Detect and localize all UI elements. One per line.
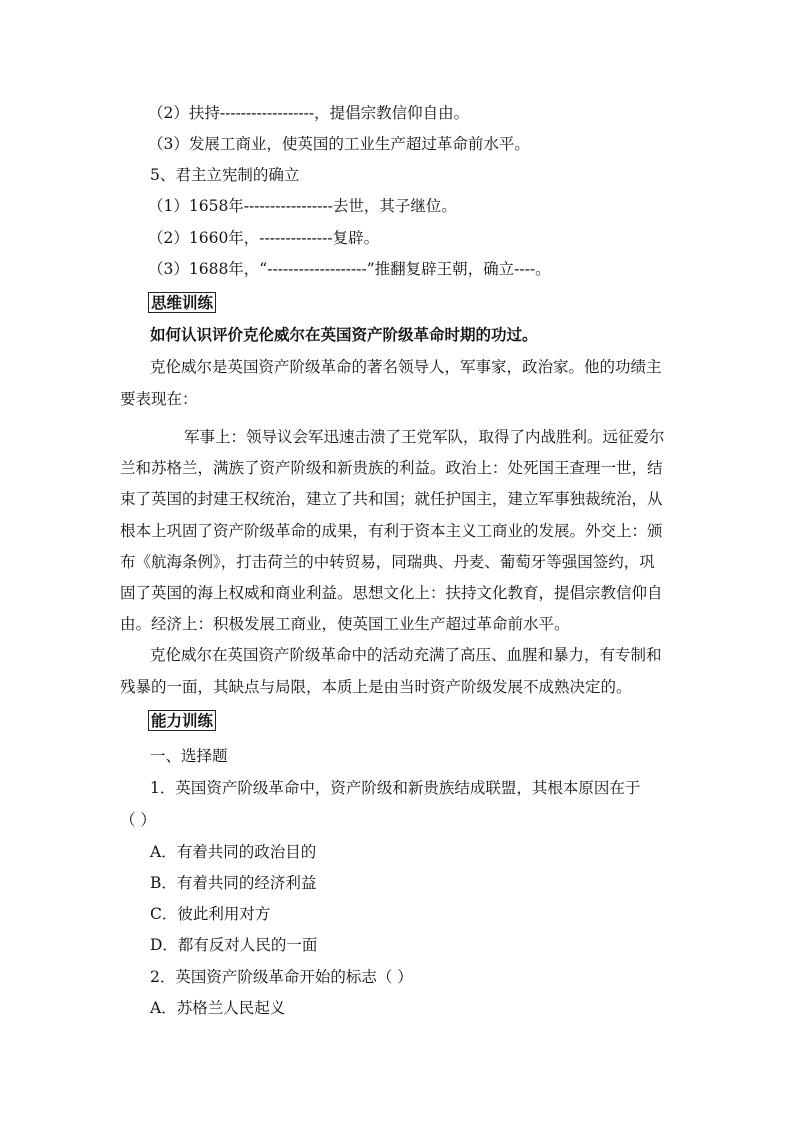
- option-c: C．彼此利用对方: [150, 905, 271, 923]
- section-heading-thinking: [148, 293, 216, 313]
- text-line: （2）1660年，--------------复辟。: [148, 229, 380, 247]
- text-line: 残暴的一面，其缺点与局限，本质上是由当时资产阶级发展不成熟决定的。: [120, 678, 632, 696]
- text-line: （2）扶持------------------，提倡宗教信仰自由。: [148, 104, 470, 122]
- text-line: 军事上：领导议会军迅速击溃了王党军队，取得了内战胜利。远征爱尔: [184, 428, 665, 446]
- section-heading-label: 能力训练: [148, 710, 216, 731]
- text-line: 一、选择题: [150, 747, 228, 765]
- text-line: （3）1688年，“-------------------”推翻复辟王朝，确立----。: [148, 260, 551, 278]
- option-a: A．苏格兰人民起义: [150, 999, 286, 1017]
- text-line: 布《航海条例》，打击荷兰的中转贸易，同瑞典、丹麦、葡萄牙等强国签约，巩: [120, 553, 655, 571]
- option-a: A．有着共同的政治目的: [150, 843, 317, 861]
- text-line: 要表现在：: [120, 390, 198, 408]
- section-heading-label: 思维训练: [148, 292, 216, 313]
- text-line: 固了英国的海上权威和商业利益。思想文化上：扶持文化教育，提倡宗教信仰自: [120, 584, 663, 602]
- text-line: 束了英国的封建王权统治，建立了共和国；就任护国主，建立军事独裁统治，从: [120, 490, 663, 508]
- question-2: 2．英国资产阶级革命开始的标志（ ）: [150, 968, 413, 986]
- text-line: （3）发展工商业，使英国的工业生产超过革命前水平。: [148, 135, 530, 153]
- text-line: 克伦威尔在英国资产阶级革命中的活动充满了高压、血腥和暴力，有专制和: [150, 646, 662, 664]
- option-b: B．有着共同的经济利益: [150, 874, 317, 892]
- section-heading-ability: [148, 711, 216, 731]
- text-line: 克伦威尔是英国资产阶级革命的著名领导人，军事家，政治家。他的功绩主: [150, 358, 662, 376]
- text-line: （1）1658年-----------------去世，其子继位。: [148, 197, 457, 215]
- option-d: D．都有反对人民的一面: [150, 936, 318, 954]
- answer-blank: （ ）: [120, 811, 156, 829]
- text-line: 根本上巩固了资产阶级革命的成果，有利于资本主义工商业的发展。外交上：颁: [120, 522, 663, 540]
- text-line: 5、君主立宪制的确立: [150, 166, 300, 184]
- question-heading: 如何认识评价克伦威尔在英国资产阶级革命时期的功过。: [150, 325, 538, 344]
- text-line: 由。经济上：积极发展工商业，使英国工业生产超过革命前水平。: [120, 615, 570, 633]
- question-1: 1．英国资产阶级革命中，资产阶级和新贵族结成联盟，其根本原因在于: [150, 779, 641, 797]
- text-line: 兰和苏格兰，满族了资产阶级和新贵族的利益。政治上：处死国王查理一世，结: [120, 459, 663, 477]
